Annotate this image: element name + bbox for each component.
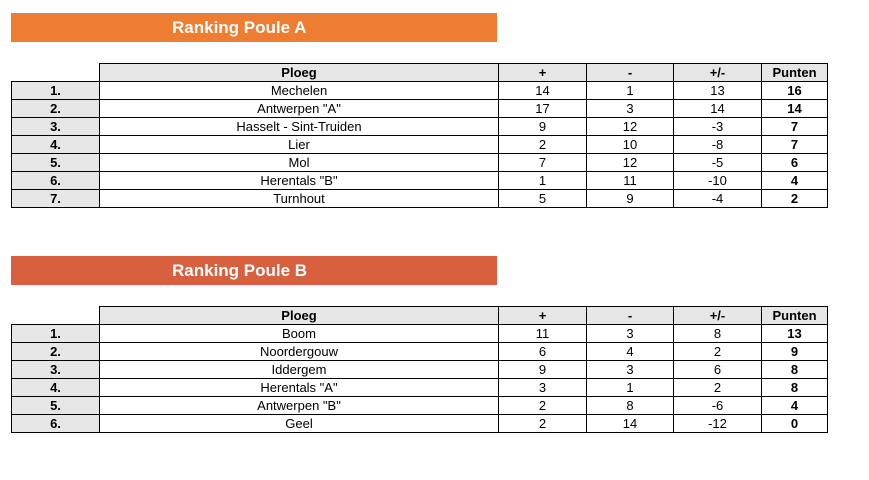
team-cell: Turnhout: [100, 190, 499, 208]
rank-cell: 3.: [12, 118, 100, 136]
minus-cell: 9: [587, 190, 674, 208]
plus-cell: 1: [499, 172, 587, 190]
points-cell: 14: [762, 100, 828, 118]
team-cell: Geel: [100, 415, 499, 433]
points-cell: 0: [762, 415, 828, 433]
team-cell: Antwerpen "B": [100, 397, 499, 415]
diff-cell: -12: [674, 415, 762, 433]
table-row: [12, 190, 828, 208]
team-cell: Hasselt - Sint-Truiden: [100, 118, 499, 136]
rank-cell: 7.: [12, 190, 100, 208]
header-team: Ploeg: [100, 307, 499, 325]
diff-cell: 13: [674, 82, 762, 100]
header-points: Punten: [762, 64, 828, 82]
diff-cell: -6: [674, 397, 762, 415]
table-row: [12, 154, 828, 172]
rank-cell: 2.: [12, 343, 100, 361]
points-cell: 6: [762, 154, 828, 172]
diff-cell: 2: [674, 379, 762, 397]
diff-cell: -10: [674, 172, 762, 190]
table-row: [12, 100, 828, 118]
header-blank: [12, 307, 100, 325]
rank-cell: 1.: [12, 325, 100, 343]
minus-cell: 3: [587, 361, 674, 379]
minus-cell: 1: [587, 82, 674, 100]
rank-cell: 5.: [12, 397, 100, 415]
minus-cell: 12: [587, 154, 674, 172]
header-minus: -: [587, 307, 674, 325]
minus-cell: 10: [587, 136, 674, 154]
minus-cell: 8: [587, 397, 674, 415]
rank-cell: 4.: [12, 136, 100, 154]
plus-cell: 9: [499, 361, 587, 379]
table-row: [12, 82, 828, 100]
table-row: [12, 361, 828, 379]
team-cell: Antwerpen "A": [100, 100, 499, 118]
table-header-row: [12, 307, 828, 325]
plus-cell: 5: [499, 190, 587, 208]
poule-b-ranking-table: [11, 306, 828, 433]
points-cell: 4: [762, 172, 828, 190]
rank-cell: 6.: [12, 415, 100, 433]
team-cell: Boom: [100, 325, 499, 343]
diff-cell: -5: [674, 154, 762, 172]
header-points: Punten: [762, 307, 828, 325]
diff-cell: 6: [674, 361, 762, 379]
team-cell: Noordergouw: [100, 343, 499, 361]
team-cell: Herentals "A": [100, 379, 499, 397]
table-row: [12, 172, 828, 190]
diff-cell: -4: [674, 190, 762, 208]
plus-cell: 11: [499, 325, 587, 343]
diff-cell: 8: [674, 325, 762, 343]
plus-cell: 6: [499, 343, 587, 361]
table-row: [12, 379, 828, 397]
header-plus: +: [499, 307, 587, 325]
minus-cell: 14: [587, 415, 674, 433]
plus-cell: 3: [499, 379, 587, 397]
team-cell: Mechelen: [100, 82, 499, 100]
poule-a-title: Ranking Poule A: [11, 13, 497, 42]
poule-b-title: Ranking Poule B: [11, 256, 497, 285]
points-cell: 13: [762, 325, 828, 343]
team-cell: Iddergem: [100, 361, 499, 379]
header-diff: +/-: [674, 64, 762, 82]
rank-cell: 1.: [12, 82, 100, 100]
points-cell: 7: [762, 118, 828, 136]
plus-cell: 9: [499, 118, 587, 136]
points-cell: 8: [762, 379, 828, 397]
table-row: [12, 415, 828, 433]
rank-cell: 6.: [12, 172, 100, 190]
team-cell: Mol: [100, 154, 499, 172]
table-row: [12, 343, 828, 361]
points-cell: 8: [762, 361, 828, 379]
minus-cell: 12: [587, 118, 674, 136]
table-row: [12, 136, 828, 154]
points-cell: 2: [762, 190, 828, 208]
header-plus: +: [499, 64, 587, 82]
diff-cell: 2: [674, 343, 762, 361]
minus-cell: 4: [587, 343, 674, 361]
minus-cell: 3: [587, 325, 674, 343]
rank-cell: 4.: [12, 379, 100, 397]
minus-cell: 11: [587, 172, 674, 190]
diff-cell: 14: [674, 100, 762, 118]
plus-cell: 7: [499, 154, 587, 172]
header-blank: [12, 64, 100, 82]
team-cell: Lier: [100, 136, 499, 154]
points-cell: 4: [762, 397, 828, 415]
table-row: [12, 325, 828, 343]
plus-cell: 14: [499, 82, 587, 100]
header-minus: -: [587, 64, 674, 82]
plus-cell: 2: [499, 397, 587, 415]
diff-cell: -8: [674, 136, 762, 154]
table-row: [12, 118, 828, 136]
table-header-row: [12, 64, 828, 82]
rank-cell: 5.: [12, 154, 100, 172]
header-diff: +/-: [674, 307, 762, 325]
table-row: [12, 397, 828, 415]
plus-cell: 17: [499, 100, 587, 118]
diff-cell: -3: [674, 118, 762, 136]
minus-cell: 3: [587, 100, 674, 118]
rank-cell: 3.: [12, 361, 100, 379]
plus-cell: 2: [499, 136, 587, 154]
points-cell: 16: [762, 82, 828, 100]
poule-a-ranking-table: [11, 63, 828, 208]
plus-cell: 2: [499, 415, 587, 433]
rank-cell: 2.: [12, 100, 100, 118]
points-cell: 7: [762, 136, 828, 154]
team-cell: Herentals "B": [100, 172, 499, 190]
header-team: Ploeg: [100, 64, 499, 82]
points-cell: 9: [762, 343, 828, 361]
minus-cell: 1: [587, 379, 674, 397]
